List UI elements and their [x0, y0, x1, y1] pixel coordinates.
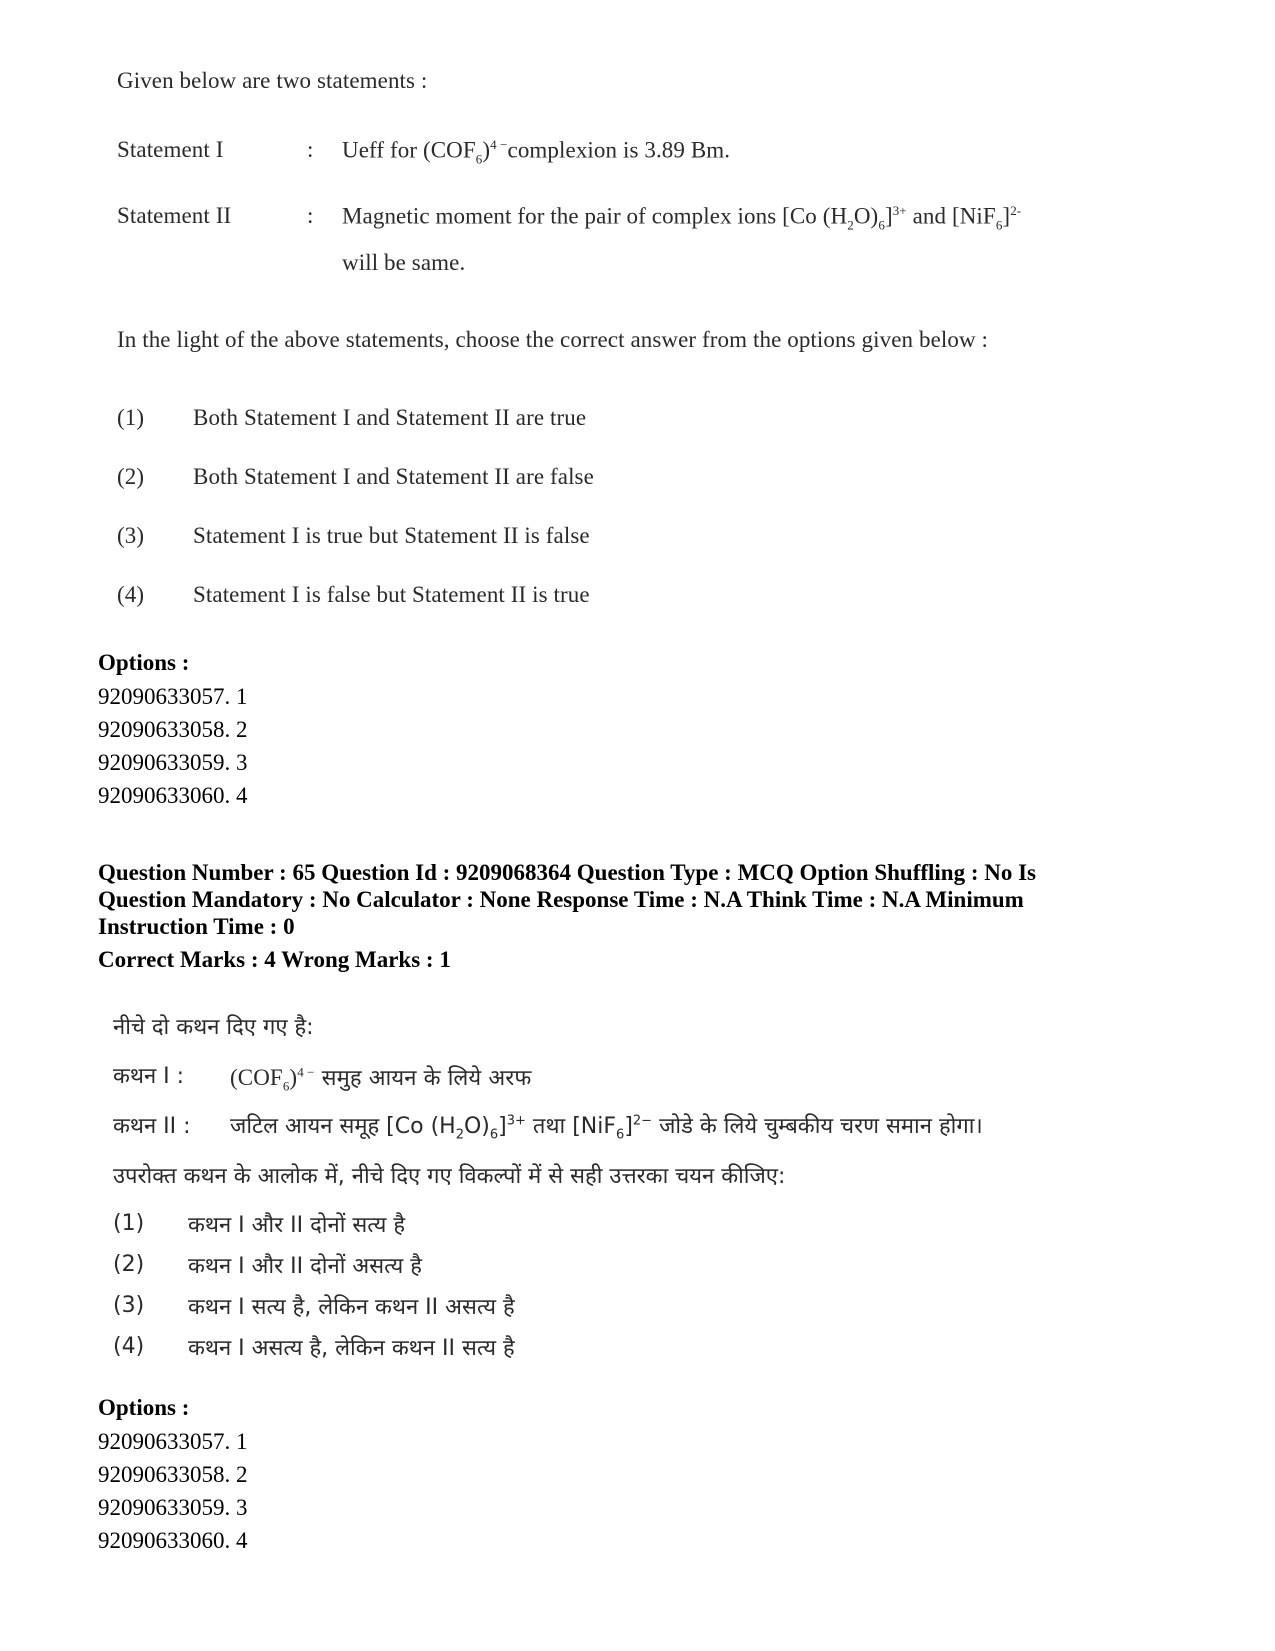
hindi-instruction: उपरोक्त कथन के आलोक में, नीचे दिए गए विकल्पों में से सही उत्तरका चयन कीजिए: — [113, 1164, 786, 1189]
hindi-choice-2-text: कथन I और II दोनों असत्य है — [188, 1254, 422, 1279]
hindi-choice-4-text: कथन I असत्य है, लेकिन कथन II सत्य है — [188, 1336, 515, 1361]
statement-2-label: Statement II — [117, 203, 232, 228]
q65-option-id-3: 92090633059. 3 — [98, 1495, 248, 1520]
hindi-choice-1-text: कथन I और II दोनों सत्य है — [188, 1213, 406, 1238]
hindi-statement-2-label: कथन II : — [113, 1114, 191, 1139]
hindi-choice-2-number: (2) — [113, 1252, 145, 1277]
hindi-statements-intro: नीचे दो कथन दिए गए है: — [113, 1015, 314, 1040]
statements-intro: Given below are two statements : — [117, 68, 428, 93]
choice-4-text: Statement I is false but Statement II is true — [193, 582, 590, 607]
choice-4-number: (4) — [117, 582, 145, 607]
statement-2-colon: : — [307, 203, 314, 228]
options-heading: Options : — [98, 650, 190, 675]
statement-2-line2: will be same. — [342, 250, 466, 275]
statement-1-colon: : — [307, 137, 314, 162]
statement-2-text: Magnetic moment for the pair of complex ions [Co $(H_2O)_6]^{3+}$ and $[NiF_6]^{2-}$ — [342, 203, 1022, 233]
choice-1-text: Both Statement I and Statement II are true — [193, 405, 587, 430]
option-id-2: 92090633058. 2 — [98, 717, 248, 742]
hindi-choice-3-number: (3) — [113, 1293, 145, 1318]
choice-2-number: (2) — [117, 464, 145, 489]
question-meta-line-3: Instruction Time : 0 — [98, 914, 295, 939]
hindi-choice-1-number: (1) — [113, 1211, 145, 1236]
hindi-statement-1-label: कथन I : — [113, 1064, 185, 1089]
q65-options-heading: Options : — [98, 1395, 190, 1420]
choice-3-text: Statement I is true but Statement II is false — [193, 523, 590, 548]
question-instruction: In the light of the above statements, choose the correct answer from the options given below : — [117, 327, 989, 352]
question-marks: Correct Marks : 4 Wrong Marks : 1 — [98, 947, 451, 972]
q65-option-id-2: 92090633058. 2 — [98, 1462, 248, 1487]
hindi-choice-4-number: (4) — [113, 1334, 145, 1359]
hindi-statement-2-text: जटिल आयन समूह [Co $(H_2O)_6]^{3+}$ तथा $[NiF_6]^{2-}$ जोडे के लिये चुम्बकीय चरण समान होगा। — [230, 1113, 983, 1143]
question-meta-line-2: Question Mandatory : No Calculator : None Response Time : N.A Think Time : N.A Minimum — [98, 887, 1024, 912]
choice-1-number: (1) — [117, 405, 145, 430]
option-id-3: 92090633059. 3 — [98, 750, 248, 775]
option-id-1: 92090633057. 1 — [98, 684, 248, 709]
statement-1-text: Ueff for $(COF_6)^{4 -}complexion$ is 3.89 Bm. — [342, 137, 731, 167]
q65-option-id-1: 92090633057. 1 — [98, 1429, 248, 1454]
option-id-4: 92090633060. 4 — [98, 783, 248, 808]
hindi-choice-3-text: कथन I सत्य है, लेकिन कथन II असत्य है — [188, 1295, 515, 1320]
choice-2-text: Both Statement I and Statement II are false — [193, 464, 594, 489]
question-meta-line-1: Question Number : 65 Question Id : 9209068364 Question Type : MCQ Option Shuffling : No Is — [98, 860, 1037, 885]
choice-3-number: (3) — [117, 523, 145, 548]
q65-option-id-4: 92090633060. 4 — [98, 1528, 248, 1553]
statement-1-label: Statement I — [117, 137, 224, 162]
hindi-statement-1-text: $(COF_6)^{4 -}$ समुह आयन के लिये अरफ — [230, 1064, 532, 1094]
